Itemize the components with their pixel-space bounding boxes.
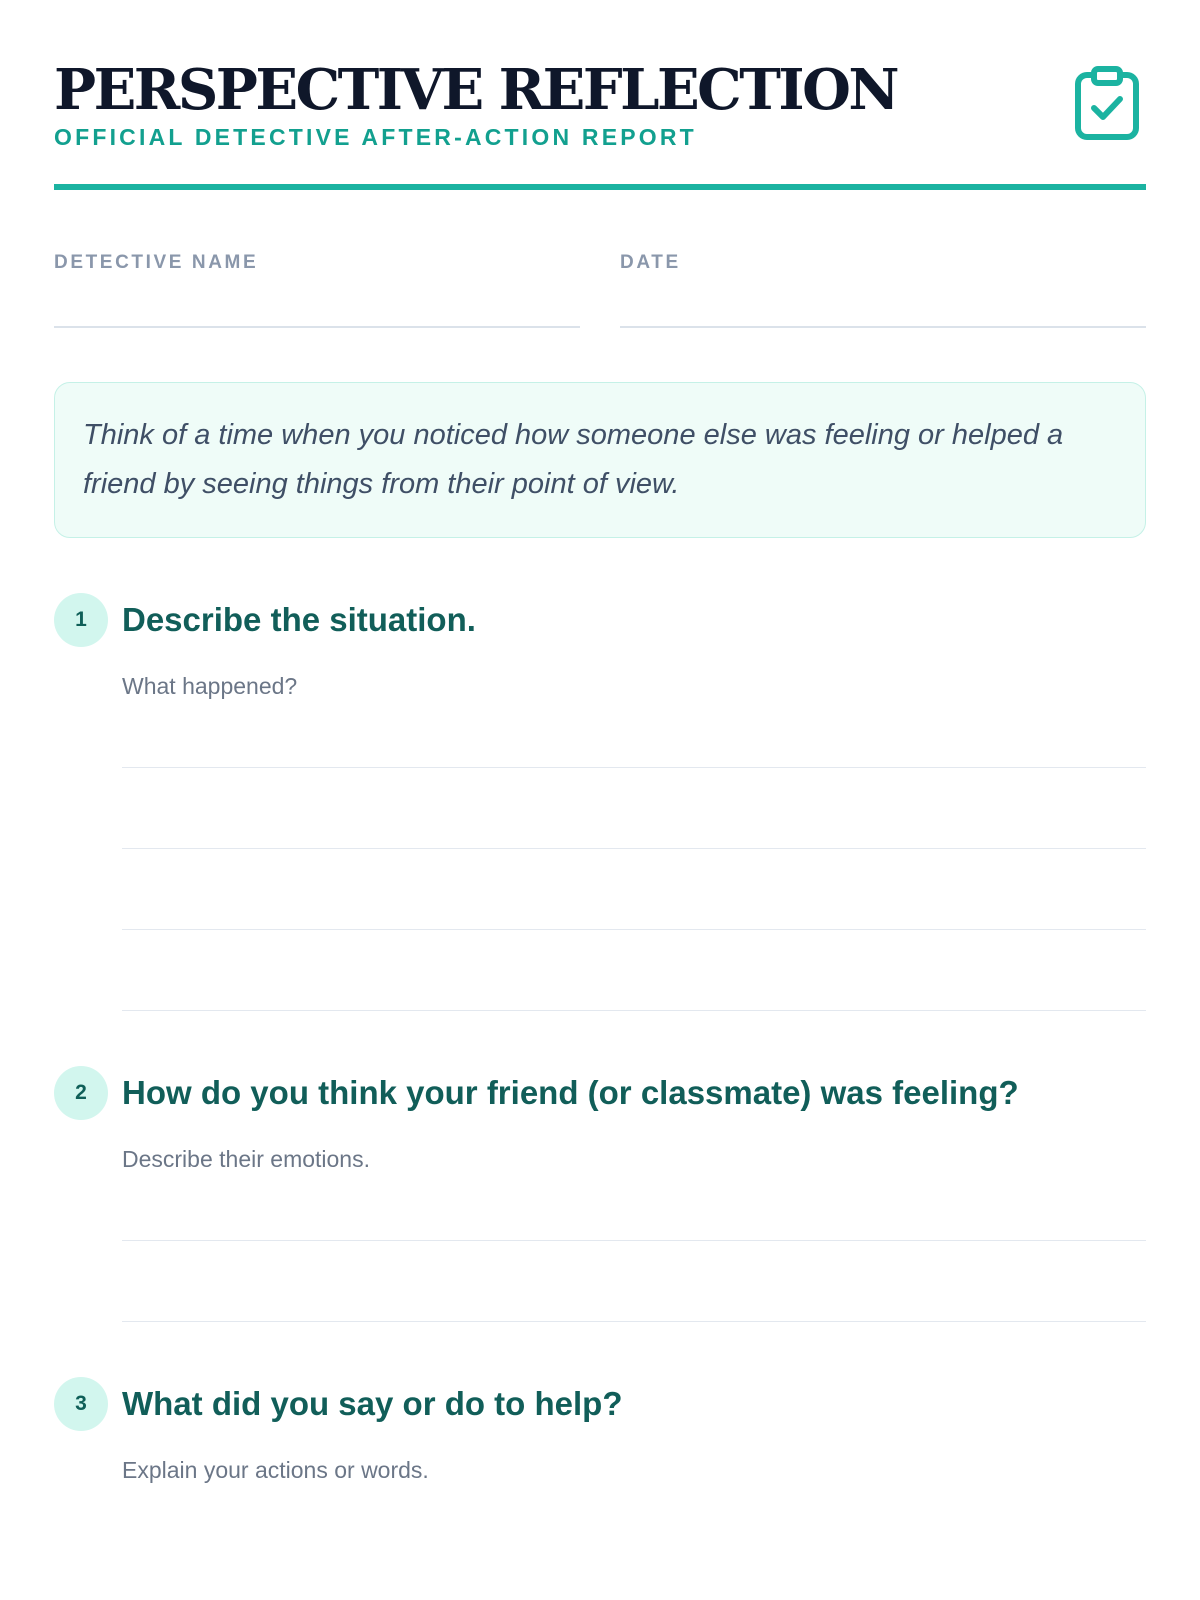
- date-label: DATE: [620, 252, 681, 273]
- page-subtitle: OFFICIAL DETECTIVE AFTER-ACTION REPORT: [54, 124, 697, 150]
- answer-line: [122, 768, 1146, 849]
- answer-line: [122, 930, 1146, 1011]
- prompt-text: Think of a time when you noticed how someone else was feeling or helped a friend by seeing things from their point of view.: [83, 419, 1064, 500]
- question-header: [54, 1066, 1146, 1120]
- detective-name-label: DETECTIVE NAME: [54, 252, 259, 273]
- question-header: [54, 593, 1146, 647]
- question-title: Describe the situation.: [122, 601, 476, 638]
- detective-name-field: [54, 252, 580, 328]
- question-hint: Describe their emotions.: [122, 1146, 370, 1172]
- question-header: [54, 1377, 1146, 1431]
- question-2: [54, 1066, 1146, 1322]
- clipboard-check-icon: [1074, 66, 1140, 142]
- question-number-badge: 3: [54, 1377, 108, 1431]
- prompt-box: [54, 382, 1146, 538]
- question-hint: Explain your actions or words.: [122, 1457, 429, 1483]
- answer-line: [122, 1241, 1146, 1322]
- question-title: What did you say or do to help?: [122, 1385, 623, 1422]
- question-number-badge: 2: [54, 1066, 108, 1120]
- page-header: [54, 0, 1146, 190]
- answer-line: [122, 849, 1146, 930]
- question-body: [122, 673, 1146, 1011]
- answer-line: [122, 1173, 1146, 1241]
- answer-lines: [122, 1173, 1146, 1322]
- detective-name-line: [54, 326, 580, 328]
- page-title: PERSPECTIVE REFLECTION: [54, 57, 898, 123]
- question-title: How do you think your friend (or classmate) was feeling?: [122, 1074, 1019, 1111]
- question-number-badge: 1: [54, 593, 108, 647]
- question-body: [122, 1146, 1146, 1322]
- answer-line: [122, 700, 1146, 768]
- date-field: [620, 252, 1146, 328]
- date-line: [620, 326, 1146, 328]
- question-hint: What happened?: [122, 673, 298, 699]
- info-fields: [54, 252, 1146, 328]
- question-1: [54, 593, 1146, 1011]
- question-3: [54, 1377, 1146, 1484]
- answer-lines: [122, 700, 1146, 1011]
- question-body: [122, 1457, 1146, 1484]
